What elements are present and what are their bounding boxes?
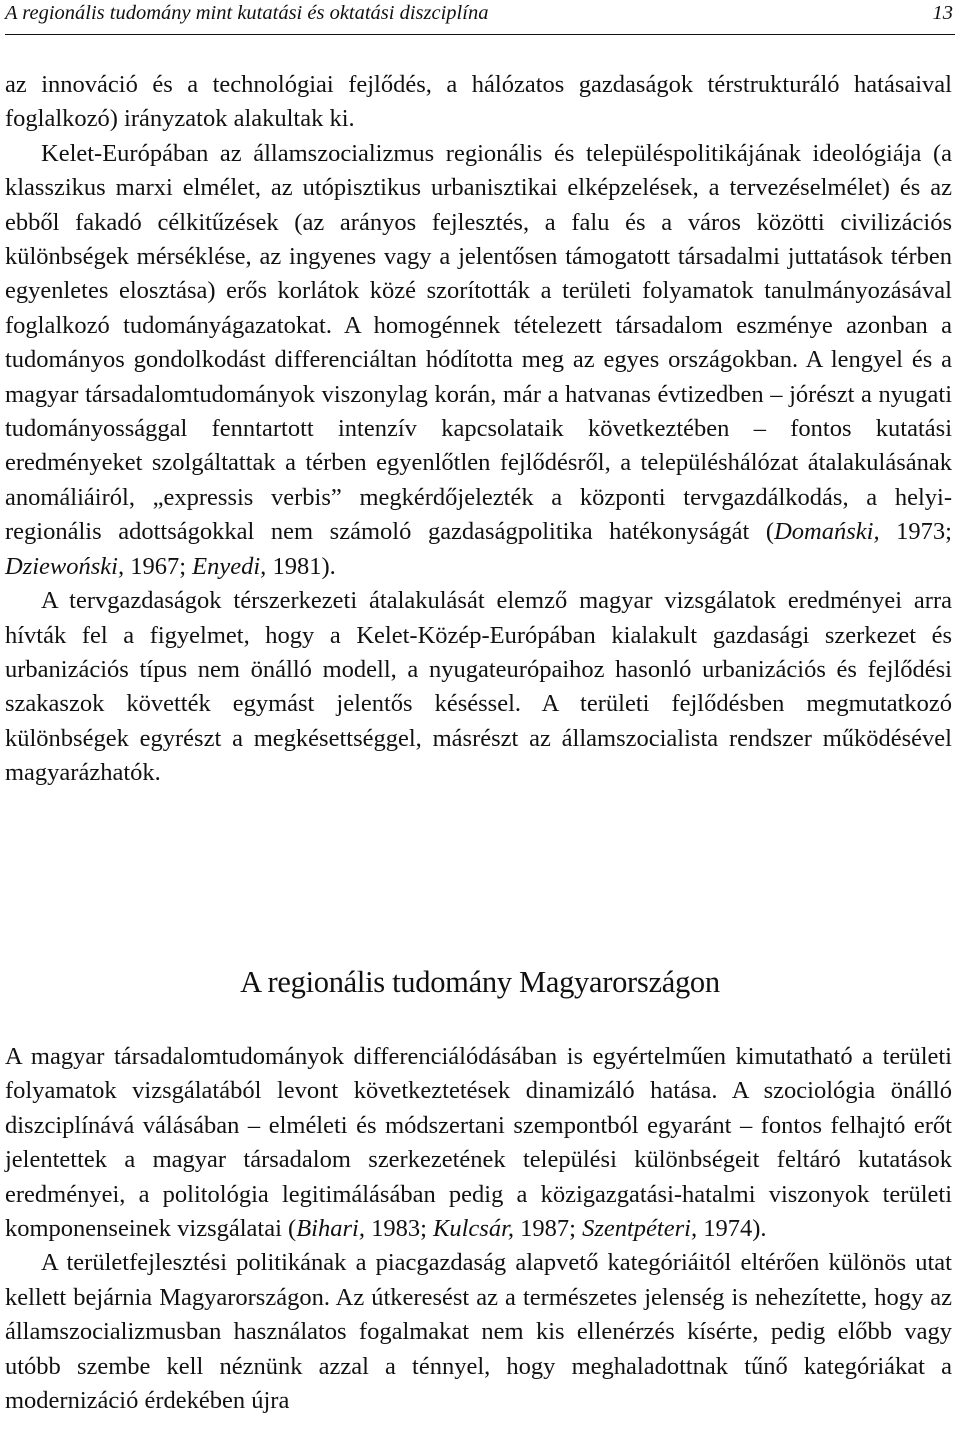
citation-year: 1967; <box>124 552 193 580</box>
paragraph <box>5 137 952 584</box>
citation-author: Enyedi, <box>192 552 267 580</box>
paragraph-text: A területfejlesztési politikának a piacgazdaság alapvető kategóriáitól eltérően különös utat kellett bejárnia Magyarországon. Az útkeresést az a természetes jelenség is nehezítette, hogy az államszocializmusban használatos fogalmakat nem kis ellenérzés kísérte, pedig előbb vagy utóbb szembe kell néznünk azzal a ténnyel, hogy meghaladottnak tűnő kategóriákat a modernizáció érdekében újra <box>5 1249 952 1415</box>
citation-author: Bihari, <box>296 1215 365 1243</box>
paragraph <box>5 1246 952 1418</box>
citation-year: 1973; <box>879 518 952 546</box>
section-heading: A regionális tudomány Magyarországon <box>240 965 720 999</box>
citation-year: 1974). <box>697 1215 767 1243</box>
paragraph-text: Kelet-Európában az államszocializmus regionális és településpolitikájának ideológiája (a klasszikus marxi elmélet, az utópisztikus urbanisztikai elképzelések, a tervezéselmélet) és az ebből fakadó célkitűzések (az arányos fejlesztés, a falu és a város közötti civilizációs különbségek mérséklése, az ingyenes vagy a jelentősen támogatott társadalmi juttatások térben egyenletes elosztása) erős korlátok közé szorították a területi folyamatok tanulmányozásával foglalkozó tudományágazatokat. A homogénnek tételezett társadalom eszménye azonban a tudományos gondolkodást differenciáltan hódította meg az egyes országokban. A lengyel és a magyar társadalomtudományok viszonylag korán, már a hatvanas évtizedben – jórészt a nyugati tudományossággal fenntartott intenzív kapcsolataik következtében – fontos kutatási eredményeket szolgáltattak a térben egyenlőtlen fejlődésről, a településhálózat átalakulásának anomáliáiról, „expressis verbis” megkérdőjelezték a központi tervgazdálkodás, a helyi-regionális adottságokkal nem számoló gazdaságpolitika hatékonyságát ( <box>5 139 952 546</box>
citation-year: 1983; <box>364 1215 434 1243</box>
running-header <box>5 0 955 35</box>
paragraph-text: A magyar társadalomtudományok differenciálódásában is egyértelműen kimutatható a területi folyamatok vizsgálatából levont következtetések dinamizáló hatása. A szociológia önálló diszciplínává válásában – elméleti és módszertani szempontból egyaránt – fontos felhajtó erőt jelentettek a magyar társadalom szerkezetének települési különbségeit feltáró kutatások eredményei, a politológia legitimálásában pedig a közigazgatási-hatalmi viszonyok területi komponenseinek vizsgálatai ( <box>5 1043 952 1243</box>
section-2-body <box>5 1040 952 1418</box>
citation-author: Kulcsár, <box>433 1215 515 1243</box>
section-1-body <box>5 68 952 791</box>
citation-year: 1987; <box>514 1215 583 1243</box>
running-title: A regionális tudomány mint kutatási és oktatási diszciplína <box>5 2 489 24</box>
paragraph-text: A tervgazdaságok térszerkezeti átalakulását elemző magyar vizsgálatok eredményei arra hívták fel a figyelmet, hogy a Kelet-Közép-Európában kialakult gazdasági szerkezet és urbanizációs típus nem önálló modell, a nyugateurópaihoz hasonló urbanizációs és fejlődési szakaszok követték egymást jelentős késéssel. A területi fejlődésben megmutatkozó különbségek egyrészt a megkésettséggel, másrészt az államszocialista rendszer működésével magyarázhatók. <box>5 587 952 787</box>
citation-author: Szentpéteri, <box>582 1215 698 1243</box>
paragraph-text: az innováció és a technológiai fejlődés, a hálózatos gazdaságok térstrukturáló hatásaival foglalkozó) irányzatok alakultak ki. <box>5 71 952 133</box>
paragraph-continuation <box>5 68 952 137</box>
page-number: 13 <box>932 2 953 24</box>
paragraph <box>5 584 952 790</box>
citation-author: Domański, <box>774 518 880 546</box>
paragraph <box>5 1040 952 1246</box>
citation-author: Dziewoński, <box>5 552 125 580</box>
citation-year: 1981). <box>266 552 336 580</box>
